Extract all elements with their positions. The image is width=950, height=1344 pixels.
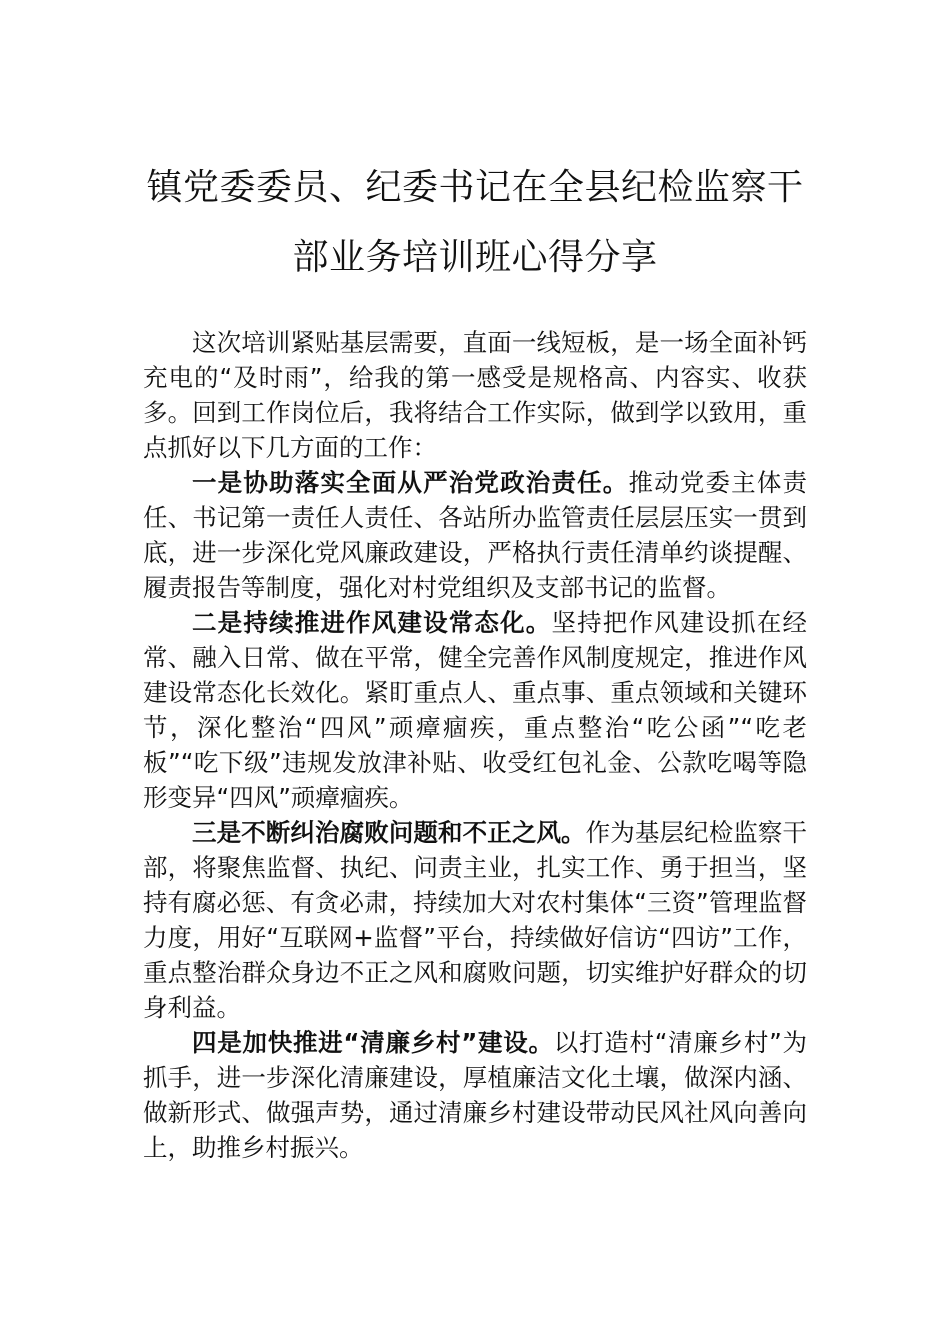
- document-title-line-2: 部业务培训班心得分享: [292, 237, 658, 278]
- paragraph-point-4: [143, 1025, 807, 1165]
- paragraph-point-1-lead: 一是协助落实全面从严治党政治责任。: [192, 468, 629, 497]
- paragraph-point-2: [143, 605, 807, 815]
- paragraph-point-2-lead: 二是持续推进作风建设常态化。: [192, 608, 552, 637]
- document-body: [143, 325, 807, 1165]
- paragraph-point-3: [143, 815, 807, 1025]
- paragraph-intro-text: 这次培训紧贴基层需要，直面一线短板，是一场全面补钙充电的“及时雨”，给我的第一感受是规格高、内容实、收获多。回到工作岗位后，我将结合工作实际，做到学以致用，重点抓好以下几方面的工作：: [143, 328, 807, 462]
- paragraph-point-3-text: 作为基层纪检监察干部，将聚焦监督、执纪、问责主业，扎实工作、勇于担当，坚持有腐必惩、有贪必肃，持续加大对农村集体“三资”管理监督力度，用好“互联网+监督”平台，持续做好信访“四访”工作，重点整治群众身边不正之风和腐败问题，切实维护好群众的切身利益。: [143, 818, 808, 1022]
- paragraph-intro: [143, 325, 807, 465]
- paragraph-point-4-text: 以打造村“清廉乡村”为抓手，进一步深化清廉建设，厚植廉洁文化土壤，做深内涵、做新形式、做强声势，通过清廉乡村建设带动民风社风向善向上，助推乡村振兴。: [143, 1028, 807, 1162]
- paragraph-point-1-text: 推动党委主体责任、书记第一责任人责任、各站所办监管责任层层压实一贯到底，进一步深化党风廉政建设，严格执行责任清单约谈提醒、履责报告等制度，强化对村党组织及支部书记的监督。: [143, 468, 808, 602]
- paragraph-point-4-lead: 四是加快推进“清廉乡村”建设。: [192, 1028, 554, 1057]
- document-title-line-1: 镇党委委员、纪委书记在全县纪检监察干: [146, 167, 804, 208]
- paragraph-point-2-text: 坚持把作风建设抓在经常、融入日常、做在平常，健全完善作风制度规定，推进作风建设常态化长效化。紧盯重点人、重点事、重点领域和关键环节，深化整治“四风”顽瘴痼疾，重点整治“吃公函”“吃老板”“吃下级”违规发放津补贴、收受红包礼金、公款吃喝等隐形变异“四风”顽瘴痼疾。: [143, 608, 808, 812]
- paragraph-point-3-lead: 三是不断纠治腐败问题和不正之风。: [192, 818, 586, 847]
- paragraph-point-1: [143, 465, 807, 605]
